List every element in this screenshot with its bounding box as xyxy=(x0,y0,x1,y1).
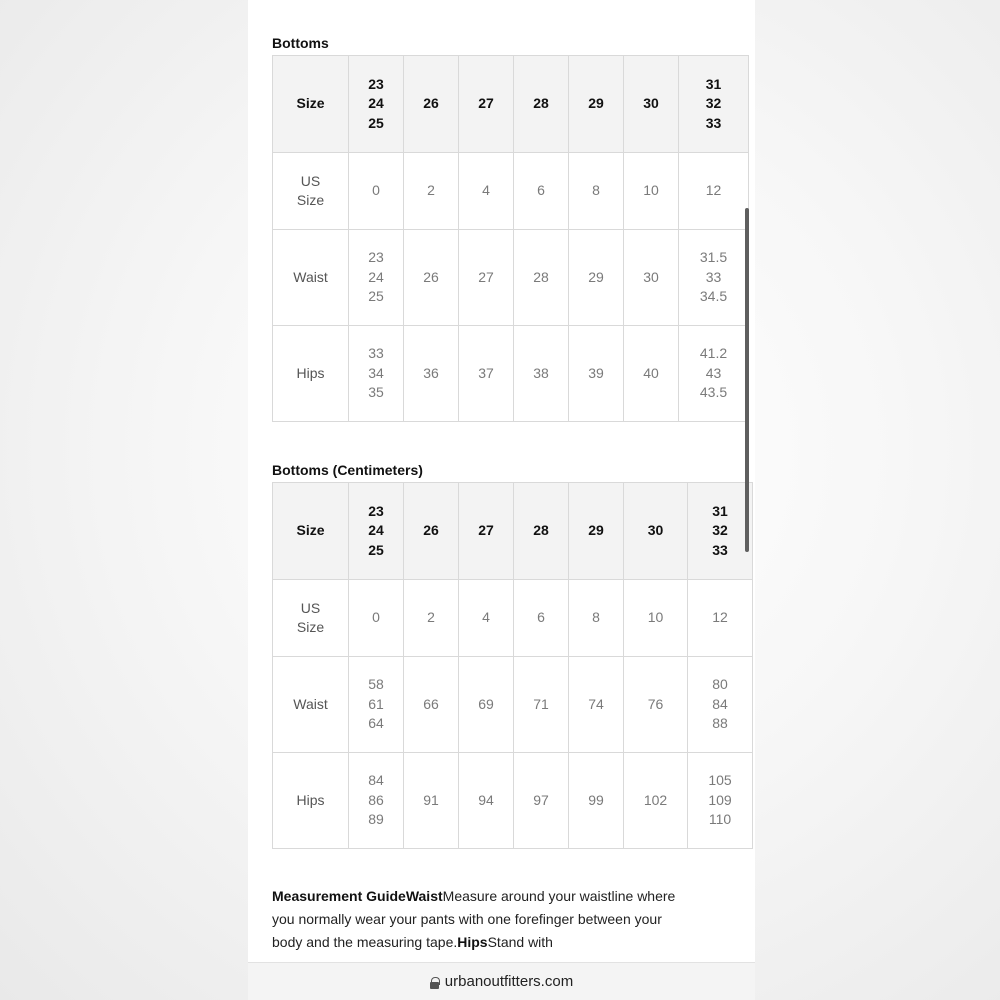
header-cell: 29 xyxy=(569,56,624,153)
header-cell: 30 xyxy=(624,483,688,580)
table-cell: 23 24 25 xyxy=(349,230,404,326)
header-cell: 31 32 33 xyxy=(679,56,749,153)
header-cell: Size xyxy=(273,56,349,153)
table-cell: 37 xyxy=(459,326,514,422)
lock-icon xyxy=(430,977,439,989)
table-row-hips xyxy=(273,326,749,422)
row-label: US Size xyxy=(273,153,349,230)
table-cell: 74 xyxy=(569,657,624,753)
header-cell: 26 xyxy=(404,483,459,580)
header-cell: 29 xyxy=(569,483,624,580)
table-header-row xyxy=(273,483,753,580)
table-cell: 76 xyxy=(624,657,688,753)
url-text[interactable]: urbanoutfitters.com xyxy=(444,973,574,990)
table-row-us-size xyxy=(273,153,749,230)
table-cell: 30 xyxy=(624,230,679,326)
guide-hips-label: Hips xyxy=(457,934,488,950)
table-cell: 0 xyxy=(349,153,404,230)
table-cell: 102 xyxy=(624,753,688,849)
table-cell: 2 xyxy=(404,580,459,657)
guide-hips-text: Stand with xyxy=(487,934,553,950)
table-row-hips xyxy=(273,753,753,849)
table-cell: 39 xyxy=(569,326,624,422)
table-cell: 6 xyxy=(514,153,569,230)
row-label: US Size xyxy=(273,580,349,657)
table-cell: 105 109 110 xyxy=(688,753,753,849)
table-cell: 29 xyxy=(569,230,624,326)
row-label: Hips xyxy=(273,753,349,849)
table-cell: 12 xyxy=(679,153,749,230)
table-row-waist xyxy=(273,230,749,326)
table-cell: 28 xyxy=(514,230,569,326)
table-cell: 4 xyxy=(459,580,514,657)
table-cell: 2 xyxy=(404,153,459,230)
measurement-guide xyxy=(272,885,682,954)
table-cell: 71 xyxy=(514,657,569,753)
table-cell: 36 xyxy=(404,326,459,422)
size-chart-page[interactable] xyxy=(248,0,755,962)
table-cell: 41.2 43 43.5 xyxy=(679,326,749,422)
table-cell: 31.5 33 34.5 xyxy=(679,230,749,326)
guide-waist-text: Measure around your waistline where you normally wear your pants with one forefinger between your body and the measuring tape. xyxy=(272,888,676,950)
table-cell: 84 86 89 xyxy=(349,753,404,849)
header-cell: 30 xyxy=(624,56,679,153)
table-cell: 38 xyxy=(514,326,569,422)
row-label: Waist xyxy=(273,657,349,753)
guide-heading: Measurement Guide xyxy=(272,888,406,904)
table-cell: 8 xyxy=(569,153,624,230)
table-cell: 97 xyxy=(514,753,569,849)
table-cell: 80 84 88 xyxy=(688,657,753,753)
header-cell: 28 xyxy=(514,56,569,153)
bottoms-cm-title: Bottoms (Centimeters) xyxy=(272,462,423,478)
header-cell: 26 xyxy=(404,56,459,153)
header-cell: 23 24 25 xyxy=(349,56,404,153)
table-cell: 26 xyxy=(404,230,459,326)
table-cell: 69 xyxy=(459,657,514,753)
bottoms-title: Bottoms xyxy=(272,35,329,51)
table-row-us-size xyxy=(273,580,753,657)
table-cell: 4 xyxy=(459,153,514,230)
table-cell: 27 xyxy=(459,230,514,326)
row-label: Hips xyxy=(273,326,349,422)
table-cell: 91 xyxy=(404,753,459,849)
bottoms-cm-size-table xyxy=(272,482,753,849)
table-cell: 10 xyxy=(624,153,679,230)
table-cell: 33 34 35 xyxy=(349,326,404,422)
header-cell: Size xyxy=(273,483,349,580)
header-cell: 23 24 25 xyxy=(349,483,404,580)
header-cell: 27 xyxy=(459,483,514,580)
table-cell: 0 xyxy=(349,580,404,657)
table-cell: 6 xyxy=(514,580,569,657)
header-cell: 28 xyxy=(514,483,569,580)
header-cell: 27 xyxy=(459,56,514,153)
bottoms-size-table xyxy=(272,55,749,422)
table-cell: 66 xyxy=(404,657,459,753)
table-header-row xyxy=(273,56,749,153)
table-cell: 40 xyxy=(624,326,679,422)
table-cell: 58 61 64 xyxy=(349,657,404,753)
header-cell: 31 32 33 xyxy=(688,483,753,580)
table-cell: 8 xyxy=(569,580,624,657)
table-row-waist xyxy=(273,657,753,753)
guide-waist-label: Waist xyxy=(405,888,443,904)
table-cell: 12 xyxy=(688,580,753,657)
scrollbar[interactable] xyxy=(745,208,749,552)
table-cell: 99 xyxy=(569,753,624,849)
browser-url-bar[interactable] xyxy=(248,962,755,1000)
table-cell: 94 xyxy=(459,753,514,849)
row-label: Waist xyxy=(273,230,349,326)
table-cell: 10 xyxy=(624,580,688,657)
